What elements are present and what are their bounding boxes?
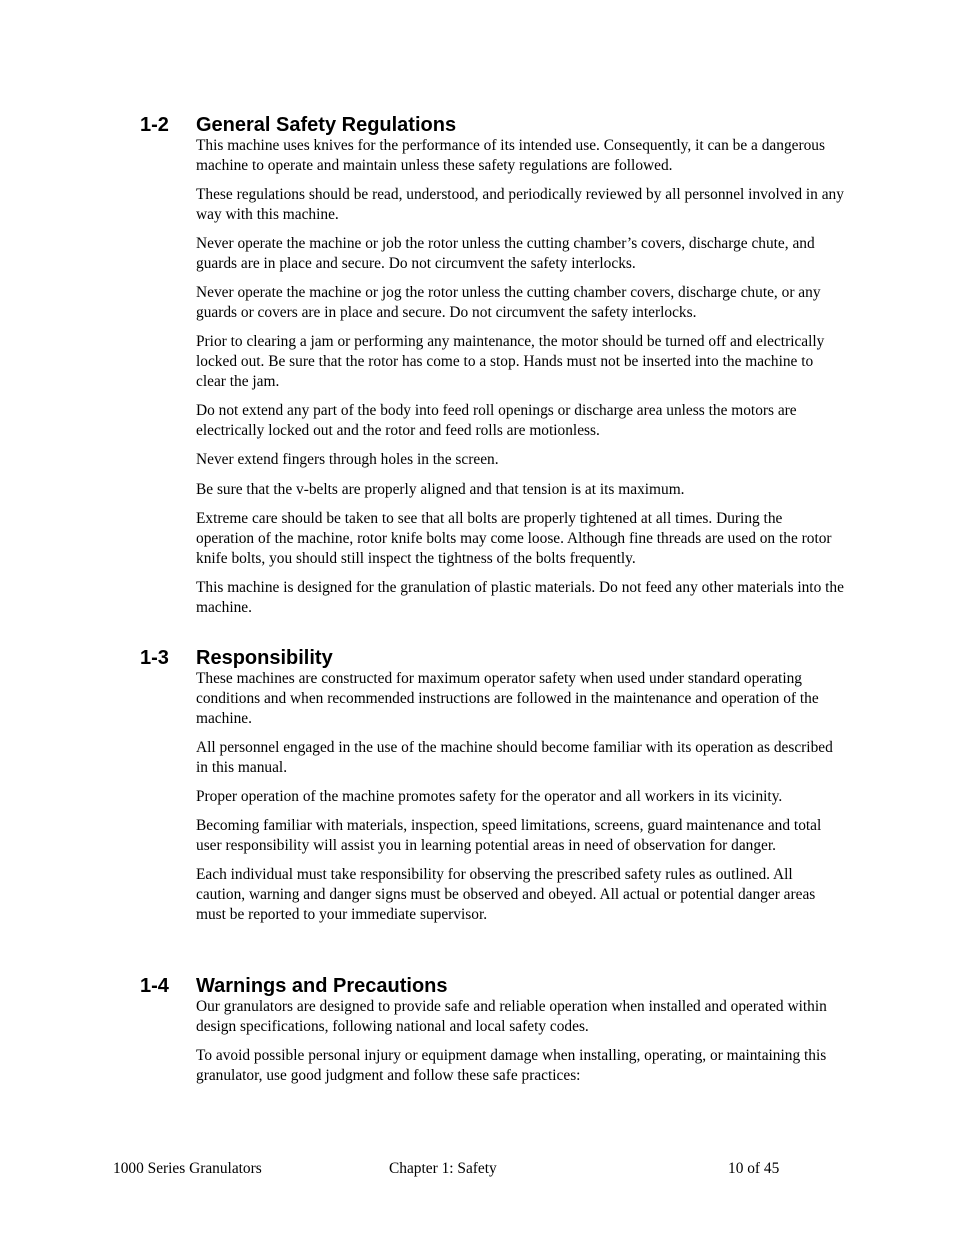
- paragraph: Do not extend any part of the body into feed roll openings or discharge area unless the motors are electrically locked out and the rotor and feed rolls are motionless.: [196, 402, 797, 440]
- paragraph: To avoid possible personal injury or equipment damage when installing, operating, or maintaining this granulator, use good judgment and follow these safe practices:: [196, 1047, 827, 1084]
- paragraph: These regulations should be read, understood, and periodically reviewed by all personnel involved in any way with this machine.: [196, 186, 844, 223]
- footer-document-title: 1000 Series Granulators: [113, 1160, 262, 1177]
- paragraph: All personnel engaged in the use of the machine should become familiar with its operation as described in this manual.: [196, 738, 833, 776]
- paragraph: Never operate the machine or jog the rotor unless the cutting chamber covers, discharge chute, or any guards or covers are in place and secure. Do not circumvent the safety interlocks.: [196, 284, 821, 322]
- section-body: [196, 136, 844, 617]
- paragraph: Each individual must take responsibility for observing the prescribed safety rules as outlined. All caution, warning and danger signs must be observed and obeyed. All actual or potential danger areas must be reported to your immediate supervisor.: [196, 866, 816, 923]
- section-number: 1-2: [140, 114, 169, 136]
- section-title: General Safety Regulations: [196, 114, 457, 136]
- section-heading: [140, 975, 844, 997]
- paragraph: Becoming familiar with materials, inspection, speed limitations, screens, guard maintenance and total user responsibility will assist you in learning potential areas in need of observation for danger.: [196, 817, 822, 855]
- section-body: [196, 997, 844, 1086]
- section-title: Warnings and Precautions: [196, 975, 448, 997]
- section-heading: [140, 647, 844, 669]
- section-number: 1-3: [140, 647, 169, 669]
- paragraph: This machine is designed for the granulation of plastic materials. Do not feed any other materials into the machine.: [196, 578, 844, 616]
- section-responsibility: [140, 647, 844, 934]
- section-body: [196, 669, 844, 925]
- section-heading: [140, 114, 844, 136]
- section-warnings-and-precautions: [140, 975, 844, 1095]
- paragraph: Proper operation of the machine promotes safety for the operator and all workers in its vicinity.: [196, 787, 783, 805]
- paragraph: Our granulators are designed to provide safe and reliable operation when installed and operated within design specifications, following national and local safety codes.: [196, 998, 827, 1035]
- section-title: Responsibility: [196, 647, 333, 669]
- paragraph: This machine uses knives for the performance of its intended use. Consequently, it can be a dangerous machine to operate and maintain unless these safety regulations are followed.: [196, 137, 825, 174]
- paragraph: Be sure that the v-belts are properly aligned and that tension is at its maximum.: [196, 480, 685, 498]
- section-number: 1-4: [140, 975, 169, 997]
- paragraph: Prior to clearing a jam or performing any maintenance, the motor should be turned off and electrically locked out. Be sure that the rotor has come to a stop. Hands must not be inserted into the machine to clear the jam.: [196, 333, 825, 390]
- paragraph: Never operate the machine or job the rotor unless the cutting chamber’s covers, discharge chute, and guards are in place and secure. Do not circumvent the safety interlocks.: [196, 235, 815, 272]
- paragraph: Never extend fingers through holes in the screen.: [196, 451, 499, 469]
- section-general-safety-regulations: [140, 114, 844, 627]
- footer-chapter: Chapter 1: Safety: [389, 1160, 497, 1177]
- paragraph: Extreme care should be taken to see that all bolts are properly tightened at all times. During the operation of the machine, rotor knife bolts may come loose. Although fine threads are used on the rotor knife bolts, you should still inspect the tightness of the bolts frequently.: [196, 509, 832, 567]
- paragraph: These machines are constructed for maximum operator safety when used under standard operating conditions and when recommended instructions are followed in the maintenance and operation of the machine.: [196, 670, 819, 727]
- page-footer: [0, 1158, 954, 1180]
- footer-page-number: 10 of 45: [728, 1160, 780, 1177]
